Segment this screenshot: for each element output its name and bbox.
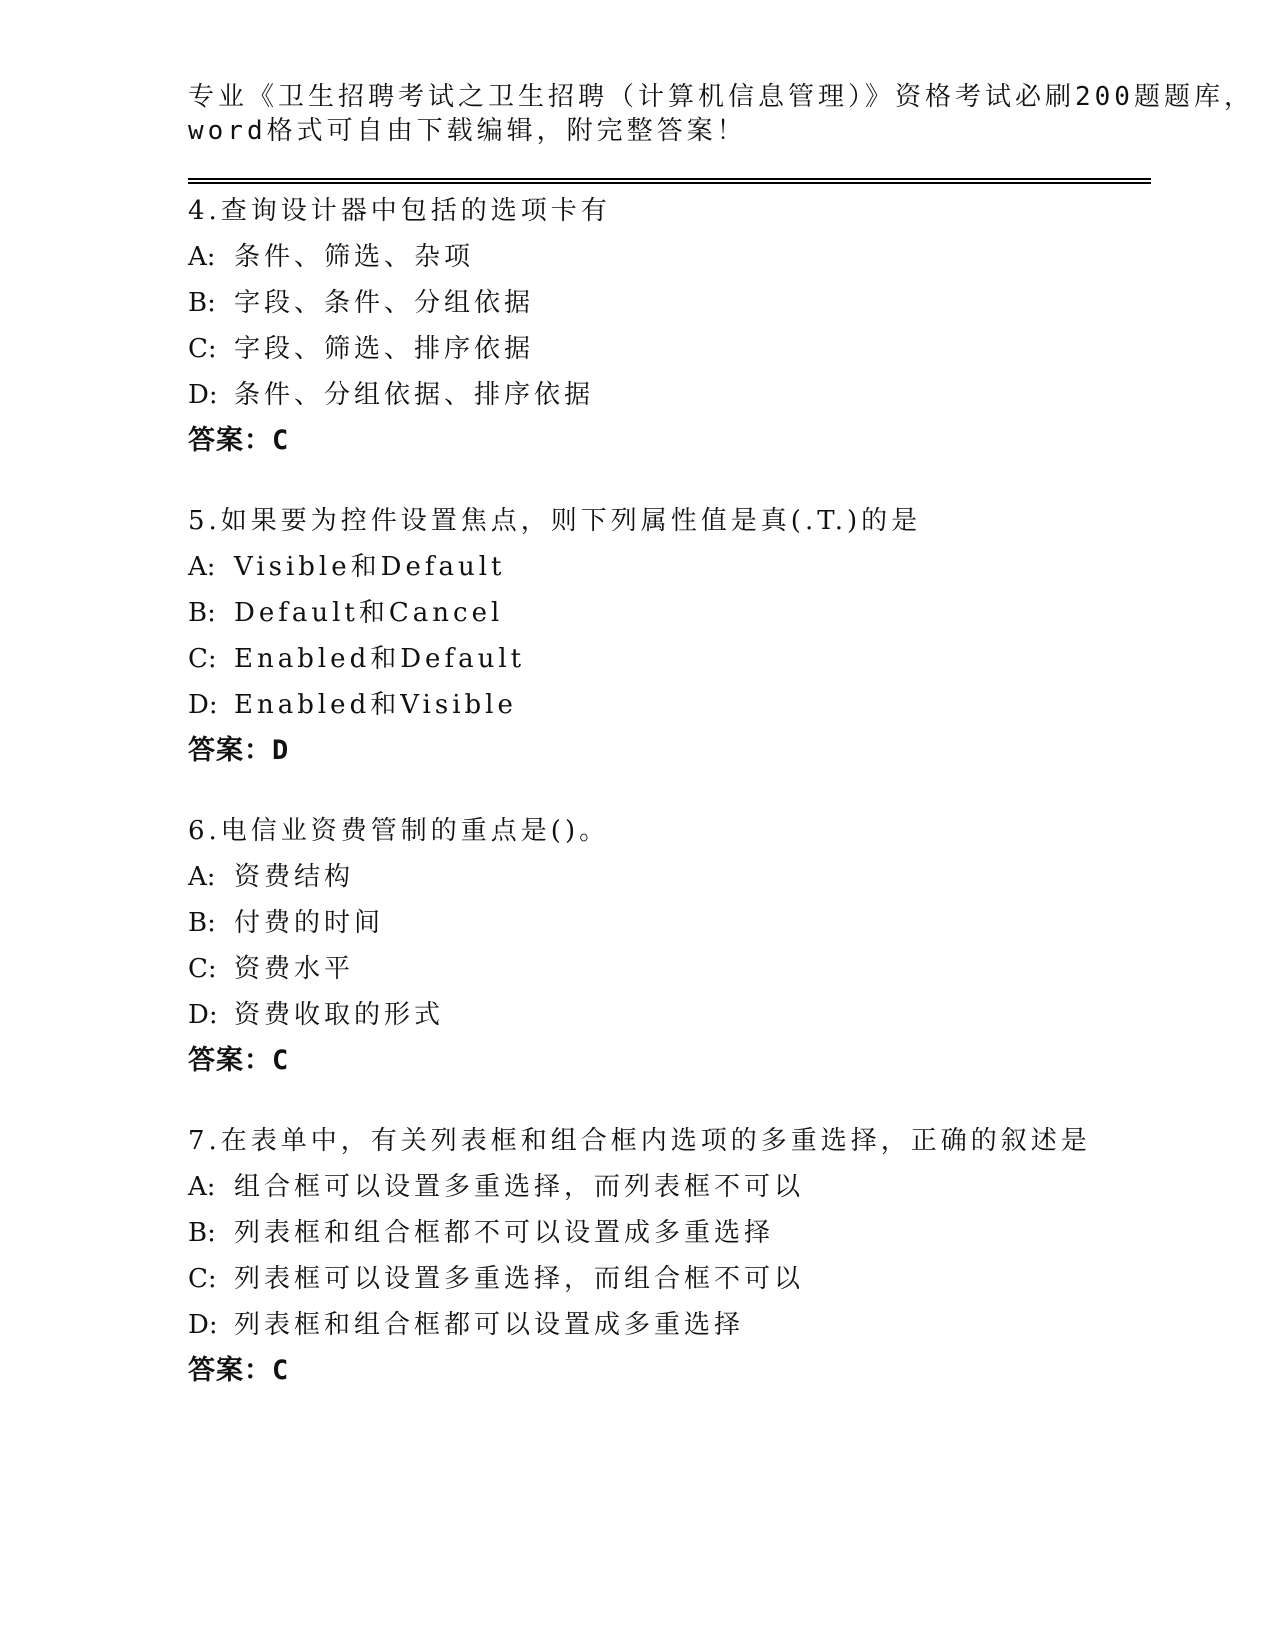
option-c: [188, 946, 1148, 992]
option-label: D:: [188, 690, 218, 720]
question-stem: 5.如果要为控件设置焦点，则下列属性值是真(.T.)的是: [188, 506, 922, 536]
header-divider-bottom: [188, 182, 1151, 184]
option-label: D:: [188, 1000, 218, 1030]
question-list: [188, 188, 1148, 1428]
option-b: [188, 900, 1148, 946]
option-label: C:: [188, 954, 217, 984]
document-header: [188, 74, 1254, 146]
option-label: D:: [188, 1310, 218, 1340]
option-text: 资费水平: [234, 954, 355, 984]
question-stem: 7.在表单中，有关列表框和组合框内选项的多重选择，正确的叙述是: [188, 1126, 1091, 1156]
option-c: [188, 326, 1148, 372]
answer: 答案：D: [188, 735, 290, 766]
header-line-1: 专业《卫生招聘考试之卫生招聘（计算机信息管理）》资格考试必刷200题题库，: [188, 82, 1254, 112]
option-label: B:: [188, 908, 216, 938]
question-4: [188, 188, 1148, 464]
option-label: B:: [188, 288, 216, 318]
option-text: 付费的时间: [234, 908, 385, 938]
question-stem: 4.查询设计器中包括的选项卡有: [188, 196, 611, 226]
option-a: [188, 234, 1148, 280]
option-d: [188, 682, 1148, 728]
header-line-2: word格式可自由下载编辑，附完整答案！: [188, 116, 747, 146]
question-6: [188, 808, 1148, 1084]
option-a: [188, 1164, 1148, 1210]
option-label: D:: [188, 380, 218, 410]
option-text: 资费结构: [234, 862, 355, 892]
option-d: [188, 1302, 1148, 1348]
answer: 答案：C: [188, 1045, 290, 1076]
option-b: [188, 280, 1148, 326]
option-text: 组合框可以设置多重选择，而列表框不可以: [234, 1172, 805, 1202]
question-5: [188, 498, 1148, 774]
option-text: Enabled和Visible: [234, 690, 517, 720]
option-label: B:: [188, 598, 216, 628]
option-b: [188, 1210, 1148, 1256]
option-text: Enabled和Default: [234, 644, 526, 674]
header-divider-top: [188, 178, 1151, 180]
option-text: 字段、筛选、排序依据: [234, 334, 535, 364]
question-7: [188, 1118, 1148, 1394]
option-b: [188, 590, 1148, 636]
option-label: A:: [188, 862, 216, 892]
question-stem: 6.电信业资费管制的重点是()。: [188, 816, 610, 846]
option-text: Default和Cancel: [234, 598, 504, 628]
option-d: [188, 992, 1148, 1038]
option-c: [188, 636, 1148, 682]
option-text: 列表框和组合框都可以设置成多重选择: [234, 1310, 745, 1340]
option-label: A:: [188, 1172, 216, 1202]
option-a: [188, 544, 1148, 590]
option-label: C:: [188, 1264, 217, 1294]
option-text: 列表框和组合框都不可以设置成多重选择: [234, 1218, 775, 1248]
option-text: 条件、筛选、杂项: [234, 242, 475, 272]
option-d: [188, 372, 1148, 418]
option-label: A:: [188, 552, 216, 582]
option-label: C:: [188, 334, 217, 364]
option-c: [188, 1256, 1148, 1302]
answer: 答案：C: [188, 1355, 290, 1386]
answer: 答案：C: [188, 425, 290, 456]
option-text: 资费收取的形式: [234, 1000, 445, 1030]
option-a: [188, 854, 1148, 900]
option-label: B:: [188, 1218, 216, 1248]
option-label: C:: [188, 644, 217, 674]
option-label: A:: [188, 242, 216, 272]
option-text: 列表框可以设置多重选择，而组合框不可以: [234, 1264, 805, 1294]
option-text: Visible和Default: [234, 552, 506, 582]
option-text: 字段、条件、分组依据: [234, 288, 535, 318]
option-text: 条件、分组依据、排序依据: [234, 380, 595, 410]
